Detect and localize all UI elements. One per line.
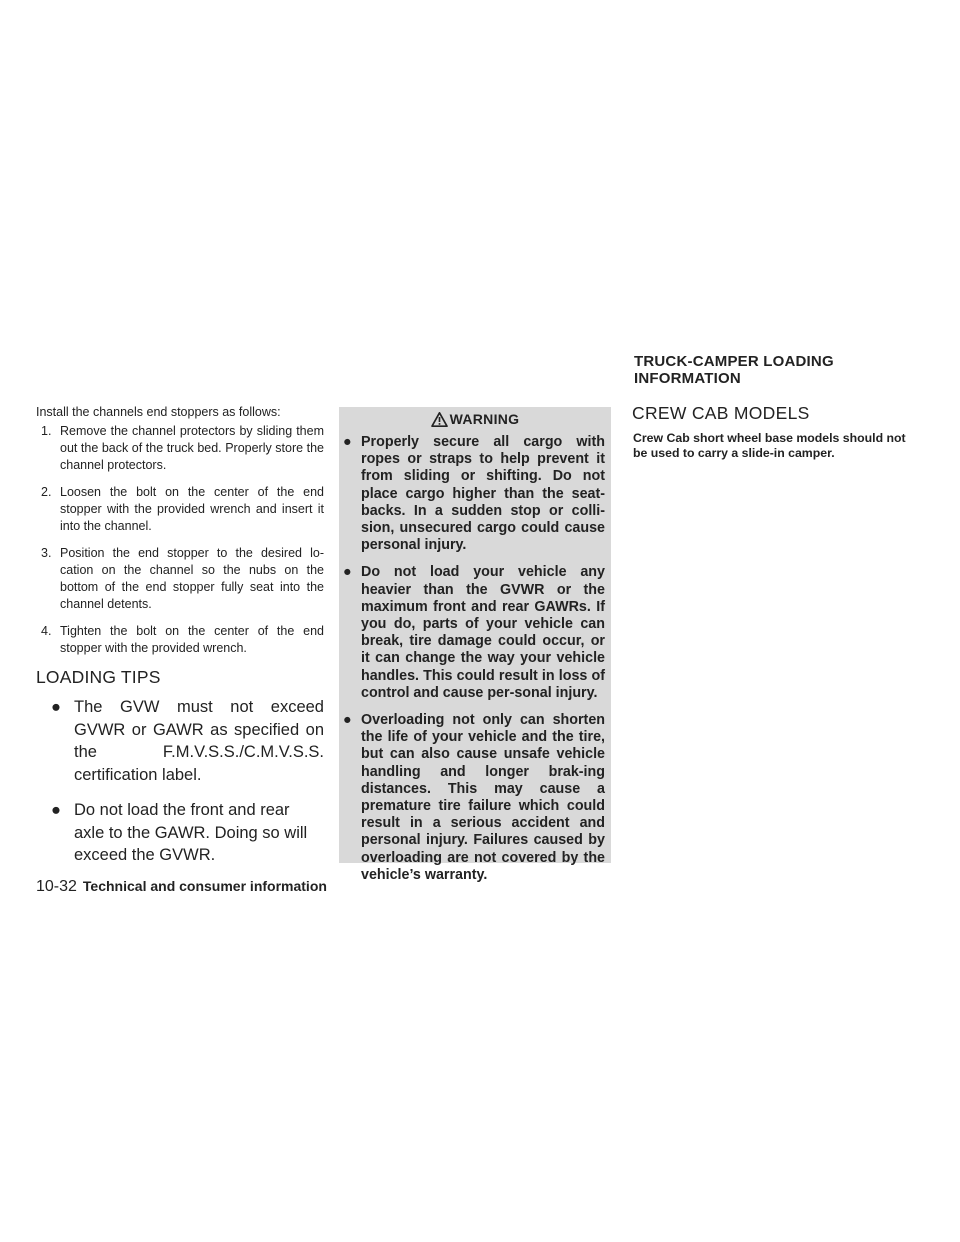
crew-cab-heading: CREW CAB MODELS	[632, 403, 810, 423]
crew-cab-text: Crew Cab short wheel base models should not be used to carry a slide-in camper.	[633, 431, 906, 460]
chapter-title: Technical and consumer information	[82, 878, 327, 894]
tip-text: Do not load the front and rear axle to the GAWR. Doing so will exceed the GVWR.	[74, 801, 308, 864]
install-steps	[36, 423, 324, 657]
warning-text: Do not load your vehicle any heavier than the GVWR or the maximum front and rear GAWRs. If you do, parts of your vehicle can break, tire damage could occur, or it can change the way your vehicle handles. This could result in loss of control and cause per-sonal injury.	[361, 564, 605, 701]
bullet-icon: ●	[51, 801, 61, 819]
bullet-icon: ●	[343, 564, 352, 581]
loading-tips-list	[36, 696, 324, 867]
step-item	[36, 545, 324, 613]
warning-item	[339, 434, 605, 554]
tip-text: The GVW must not exceed GVWR or GAWR as specified on the F.M.V.S.S./C.M.V.S.S. certification label.	[74, 698, 324, 784]
loading-tips-heading: LOADING TIPS	[36, 667, 161, 687]
intro-text: Install the channels end stoppers as follows:	[36, 405, 281, 419]
step-item	[36, 423, 324, 474]
tip-item	[36, 799, 324, 867]
warning-box	[339, 407, 611, 883]
warning-title: WARNING	[449, 411, 520, 427]
step-number: 2.	[41, 485, 52, 499]
step-text: Loosen the bolt on the center of the end stopper with the provided wrench and insert it into the channel.	[60, 485, 324, 533]
bullet-icon: ●	[51, 698, 61, 716]
section-title: TRUCK-CAMPER LOADING INFORMATION	[634, 353, 834, 387]
warning-text: Overloading not only can shorten the life of your vehicle and the tire, but can also cause unsafe vehicle handling and longer brak-ing distances. This may cause a premature tire failure which could result in a serious accident and personal injury. Failures caused by overloading are not covered by the vehicle’s warranty.	[361, 712, 605, 883]
step-text: Remove the channel protectors by sliding them out the back of the truck bed. Properly store the channel protectors.	[60, 424, 324, 472]
step-number: 3.	[41, 546, 52, 560]
step-item	[36, 484, 324, 535]
step-text: Position the end stopper to the desired lo-cation on the channel so the nubs on the bottom of the end stopper fully seat into the channel detents.	[60, 546, 324, 611]
warning-text: Properly secure all cargo with ropes or straps to help prevent it from sliding or shifting. Do not place cargo higher than the seat-backs. In a sudden stop or colli-sion, unsecured cargo could cause personal injury.	[361, 434, 605, 554]
step-number: 1.	[41, 424, 52, 438]
warning-item	[339, 712, 605, 884]
left-column	[36, 404, 324, 880]
tip-item	[36, 696, 324, 786]
warning-triangle-icon	[431, 412, 448, 427]
step-text: Tighten the bolt on the center of the end stopper with the provided wrench.	[60, 624, 324, 655]
warning-item	[339, 564, 605, 702]
warning-list	[339, 434, 611, 884]
page-number: 10-32	[36, 878, 77, 895]
page-footer	[36, 878, 327, 896]
warning-header	[339, 407, 611, 431]
step-item	[36, 623, 324, 657]
bullet-icon: ●	[343, 434, 352, 450]
step-number: 4.	[41, 624, 52, 638]
bullet-icon: ●	[343, 712, 352, 729]
